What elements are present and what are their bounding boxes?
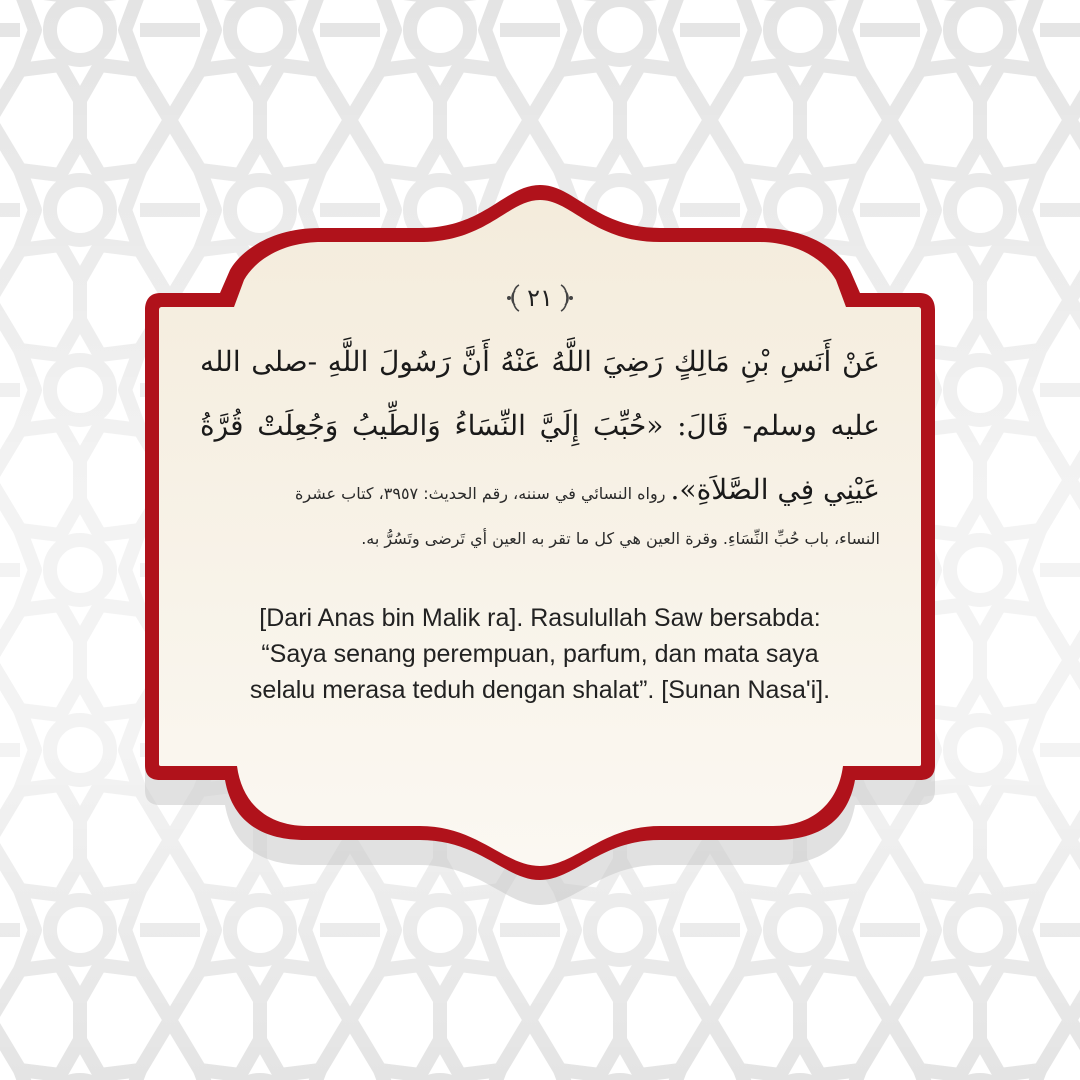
hadith-number-badge: [490, 276, 590, 320]
hadith-content: [200, 270, 880, 730]
translation-line: selalu merasa teduh dengan shalat”. [Sunan Nasa'i].: [249, 676, 831, 704]
arabic-hadith-text: [200, 330, 880, 526]
hadith-number: ٢١: [527, 284, 553, 312]
arabic-source-note: النساء، باب حُبِّ النِّسَاءِ. وقرة العين هي كل ما تقر به العين أي تَرضى وتَسُرُّ به.: [361, 529, 880, 548]
arabic-source-inline: رواه النسائي في سننه، رقم الحديث: ٣٩٥٧، كتاب عشرة: [295, 484, 671, 503]
translation-line: “Saya senang perempuan, parfum, dan mata saya: [261, 640, 819, 668]
arabic-matn: عَنْ أَنَسِ بْنِ مَالِكٍ رَضِيَ اللَّهُ عَنْهُ أَنَّ رَسُولَ اللَّهِ -صلى الله عليه وسلم- قَالَ: «حُبِّبَ إِلَيَّ النِّسَاءُ وَالطِّيبُ وَجُعِلَتْ قُرَّةُ عَيْنِي فِي الصَّلاَةِ».: [200, 345, 880, 506]
floral-bracket-icon: [505, 283, 523, 313]
translation-line: [Dari Anas bin Malik ra]. Rasulullah Saw bersabda:: [259, 604, 821, 632]
floral-bracket-icon: [557, 283, 575, 313]
indonesian-translation: [200, 600, 880, 708]
